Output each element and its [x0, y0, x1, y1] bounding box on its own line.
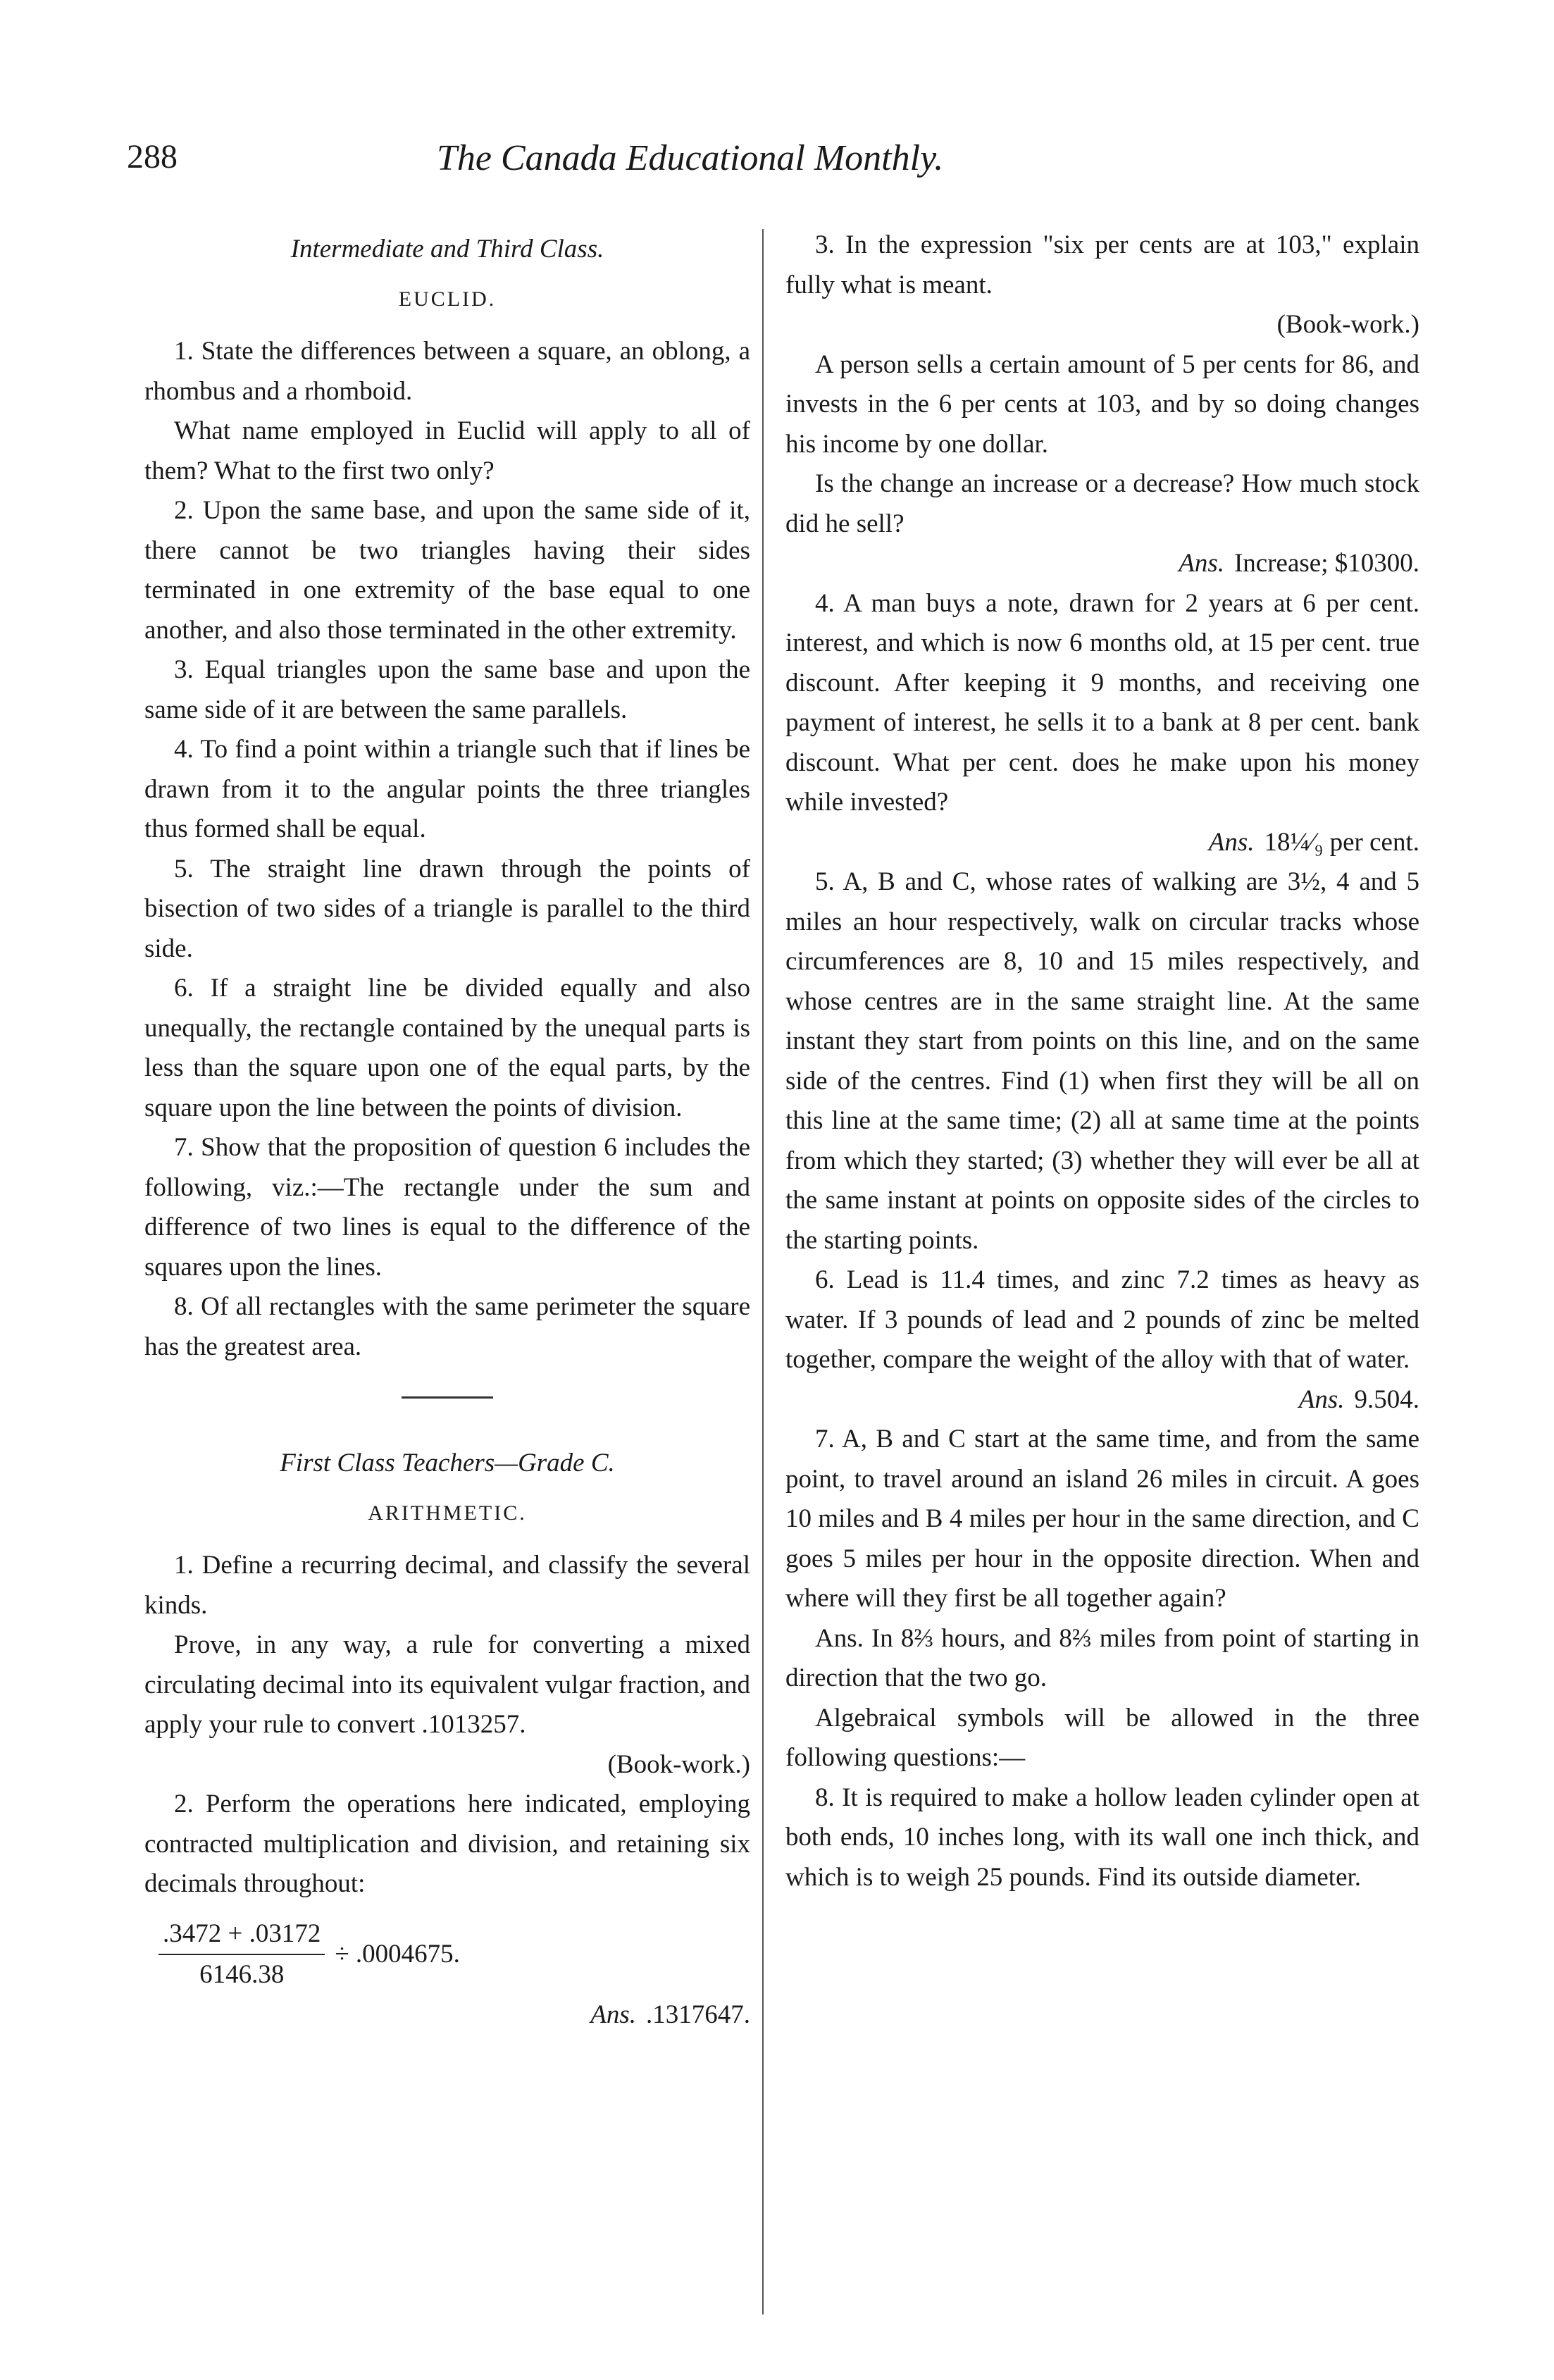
answer-value: Increase; $10300.: [1233, 549, 1419, 578]
arith-question-1-continued: Prove, in any way, a rule for converting a mixed circulating decimal into its equivalent vulgar fraction, and apply your rule to convert .1013257.: [144, 1630, 750, 1739]
section-subject: EUCLID.: [398, 287, 497, 311]
arith-question-6: 6. Lead is 11.4 times, and zinc 7.2 times as heavy as water. If 3 pounds of lead and 2 pounds of zinc be melted together, compare the weight of the alloy with that of water.: [785, 1265, 1419, 1374]
arith-question-1: 1. Define a recurring decimal, and classify the several kinds.: [144, 1551, 750, 1620]
answer: [785, 1380, 1419, 1420]
answer-value: 18¼⁄₉ per cent.: [1264, 827, 1419, 857]
fraction: [158, 1914, 325, 1995]
answer: [785, 544, 1419, 584]
column-divider: [762, 229, 764, 2314]
bookwork-note: (Book-work.): [607, 1749, 750, 1779]
section-subject: ARITHMETIC.: [368, 1501, 527, 1525]
fraction-denominator: 6146.38: [199, 1960, 285, 1989]
arith-question-3: 3. In the expression "six per cents are at 103," explain fully what is meant.: [785, 230, 1419, 299]
arith-question-7: 7. A, B and C start at the same time, and from the same point, to travel around an island 26 miles in circuit. A goes 10 miles and B 4 miles per hour in the same direction, and C goes 5 miles per hour in the opposite direction. When and where will they first be all together again?: [785, 1425, 1419, 1613]
section-title: First Class Teachers—Grade C.: [280, 1449, 615, 1477]
answer-value: .1317647.: [646, 2000, 750, 2029]
question-3: 3. Equal triangles upon the same base and upon the same side of it are between the same parallels.: [144, 655, 750, 724]
answer-label: Ans.: [1208, 827, 1255, 857]
answer-label: Ans.: [1179, 549, 1224, 578]
fraction-expression: [144, 1914, 750, 1995]
arith-question-2: 2. Perform the operations here indicated, employing contracted multiplication and division, and retaining six decimals throughout:: [144, 1790, 750, 1898]
question-1: 1. State the differences between a square, an oblong, a rhombus and a rhomboid.: [144, 337, 750, 406]
question-8: 8. Of all rectangles with the same perimeter the square has the greatest area.: [144, 1292, 750, 1361]
bookwork-note: (Book-work.): [1276, 310, 1419, 339]
arith-question-5: 5. A, B and C, whose rates of walking are 3½, 4 and 5 miles an hour respectively, walk on circular tracks whose circumferences are 8, 10 and 15 miles respectively, and whose centres are in the same straight line. At the same instant they start from points on this line, and on the same side of the centres. Find (1) when first they will be all on this line at the same time; (2) all at same time at the points from which they started; (3) whether they will ever be all at the same instant at points on opposite sides of the circles to the starting points.: [785, 867, 1419, 1255]
question-4: 4. To find a point within a triangle such that if lines be drawn from it to the angular points the three triangles thus formed shall be equal.: [144, 735, 750, 843]
arith-question-3-question: Is the change an increase or a decrease? How much stock did he sell?: [785, 469, 1419, 538]
right-column: [785, 225, 1419, 1897]
algebra-note: Algebraical symbols will be allowed in the three following questions:—: [785, 1703, 1419, 1772]
answer: [785, 823, 1419, 863]
arith-question-4: 4. A man buys a note, drawn for 2 years at 6 per cent. interest, and which is now 6 months old, at 15 per cent. true discount. After keeping it 9 months, and receiving one payment of interest, he sells it to a bank at 8 per cent. bank discount. What per cent. does he make upon his money while invested?: [785, 588, 1419, 817]
question-6: 6. If a straight line be divided equally and also unequally, the rectangle contained by the unequal parts is less than the square upon one of the equal parts, by the square upon the line between the points of division.: [144, 974, 750, 1122]
question-1-continued: What name employed in Euclid will apply to all of them? What to the first two only?: [144, 416, 750, 485]
answer-label: Ans.: [1298, 1384, 1345, 1414]
arith-question-8: 8. It is required to make a hollow leaden cylinder open at both ends, 10 inches long, with its wall one inch thick, and which is to weigh 25 pounds. Find its outside diameter.: [785, 1783, 1419, 1892]
section-title: Intermediate and Third Class.: [290, 235, 604, 264]
answer-value: 9.504.: [1354, 1384, 1419, 1414]
page-header: [127, 137, 1430, 194]
answer-label: Ans.: [590, 2000, 636, 2029]
fraction-numerator: .3472 + .03172: [158, 1914, 325, 1956]
section-rule: [402, 1396, 493, 1399]
running-title: The Canada Educational Monthly.: [437, 138, 944, 178]
answer: [144, 1995, 750, 2035]
question-7: 7. Show that the proposition of question 6 includes the following, viz.:—The rectangle under the sum and difference of two lines is equal to the difference of the squares upon the lines.: [144, 1133, 750, 1282]
arith-question-3-continued: A person sells a certain amount of 5 per cents for 86, and invests in the 6 per cents at 103, and by so doing changes his income by one dollar.: [785, 349, 1419, 459]
answer-7: Ans. In 8⅔ hours, and 8⅔ miles from point of starting in direction that the two go.: [785, 1623, 1419, 1692]
left-column: [144, 225, 750, 2035]
question-5: 5. The straight line drawn through the points of bisection of two sides of a triangle is parallel to the third side.: [144, 854, 750, 963]
page-number: 288: [127, 138, 178, 175]
question-2: 2. Upon the same base, and upon the same side of it, there cannot be two triangles having their sides terminated in one extremity of the base equal to one another, and also those terminated in the other extremity.: [144, 496, 750, 645]
divisor: ÷ .0004675.: [335, 1939, 460, 1969]
